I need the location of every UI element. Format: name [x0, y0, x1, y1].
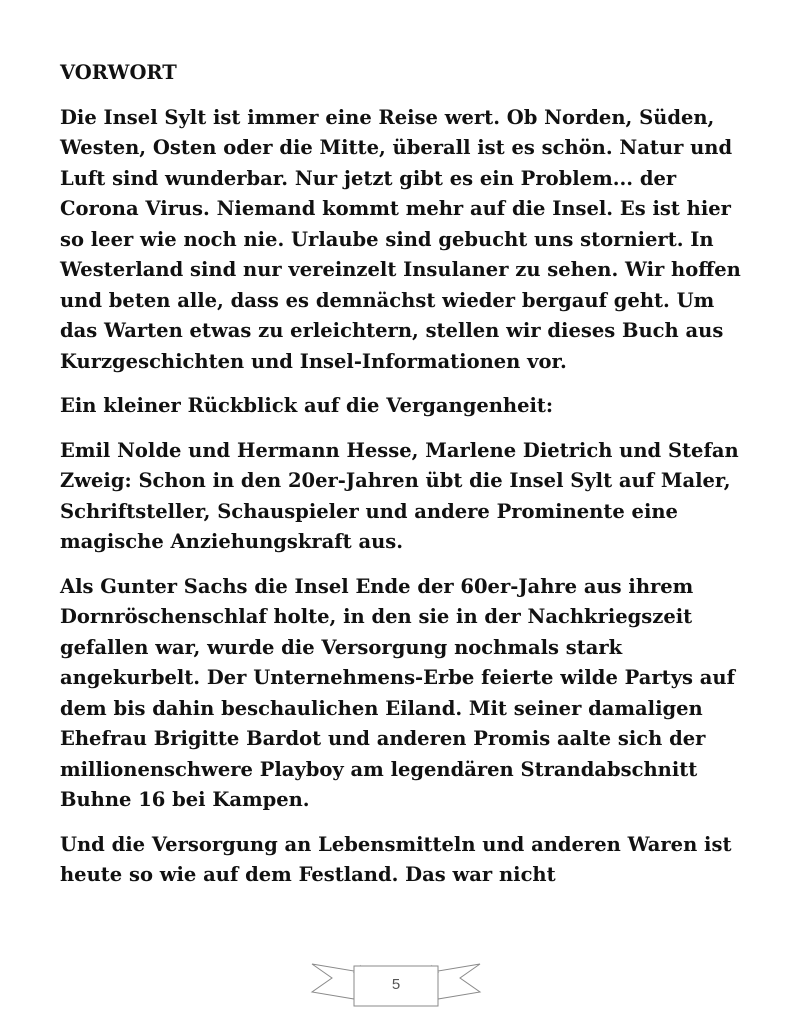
- paragraph-intro: Die Insel Sylt ist immer eine Reise wert. Ob Norden, Süden, Westen, Osten oder die Mitte, überall ist es schön. Natur und Luft sind wunderbar. Nur jetzt gibt es ein Problem... der Corona Virus. Niemand kommt mehr auf die Insel. Es ist hier so leer wie noch nie. Urlaube sind gebucht uns storniert. In Westerland sind nur vereinzelt Insulaner zu sehen. Wir hoffen und beten alle, dass es demnächst wieder bergauf geht. Um das Warten etwas zu erleichtern, stellen wir dieses Buch aus Kurzgeschichten und Insel-Informationen vor.: [60, 105, 741, 373]
- paragraph-subheading: Ein kleiner Rückblick auf die Vergangenheit:: [60, 394, 554, 417]
- paragraph-gunter-sachs: Als Gunter Sachs die Insel Ende der 60er-Jahre aus ihrem Dornröschenschlaf holte, in den sie in der Nachkriegszeit gefallen war, wurde die Versorgung nochmals stark angekurbelt. Der Unternehmens-Erbe feierte wilde Partys auf dem bis dahin beschaulichen Eiland. Mit seiner damaligen Ehefrau Brigitte Bardot und anderen Promis aalte sich der millionenschwere Playboy am legendären Strandabschnitt Buhne 16 bei Kampen.: [60, 574, 735, 811]
- section-heading: VORWORT: [60, 61, 177, 84]
- page-body: [60, 58, 750, 905]
- page-number-banner: [310, 958, 482, 1008]
- page-number: 5: [391, 975, 401, 993]
- paragraph-supply: Und die Versorgung an Lebensmitteln und anderen Waren ist heute so wie auf dem Festland. Das war nicht: [60, 832, 732, 886]
- paragraph-history: Emil Nolde und Hermann Hesse, Marlene Dietrich und Stefan Zweig: Schon in den 20er-Jahren übt die Insel Sylt auf Maler, Schriftsteller, Schauspieler und andere Prominente eine magische Anziehungskraft aus.: [60, 438, 739, 553]
